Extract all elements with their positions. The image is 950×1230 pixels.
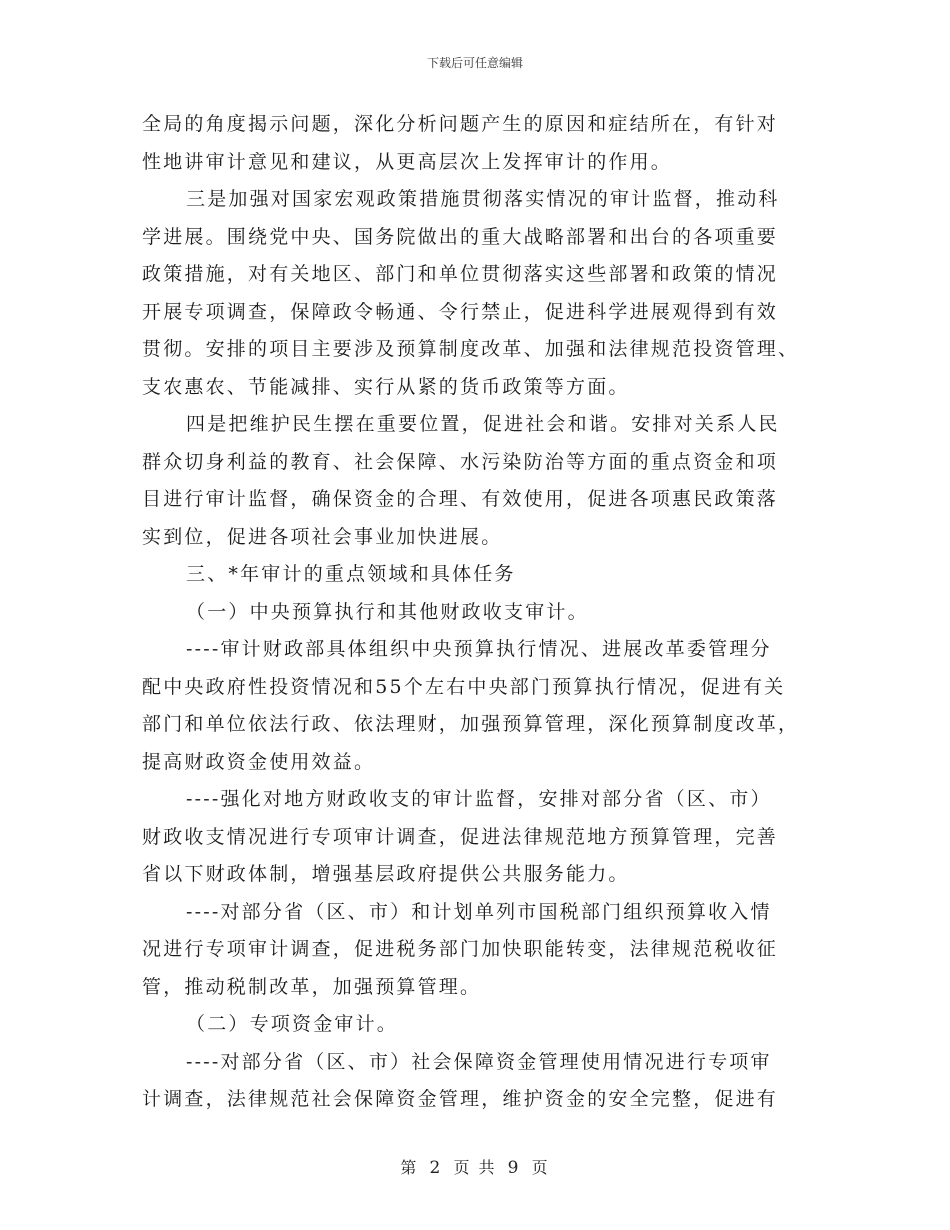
footer-suffix: 页 <box>531 1158 550 1177</box>
footer-prefix: 第 <box>400 1158 419 1177</box>
text-line: 部门和单位依法行政、依法理财，加强预算管理，深化预算制度改革， <box>142 713 800 735</box>
page-footer <box>0 1155 950 1178</box>
total-page-count: 9 <box>507 1158 521 1178</box>
page-header: 下载后可任意编辑 <box>426 56 523 70</box>
text-line: 全局的角度揭示问题，深化分析问题产生的原因和症结所在，有针对 <box>142 113 779 135</box>
text-line: 财政收支情况进行专项审计调查，促进法律规范地方预算管理，完善 <box>142 825 779 848</box>
text-line: 贯彻。安排的项目主要涉及预算制度改革、加强和法律规范投资管理、 <box>142 338 800 360</box>
text-line: 实到位，促进各项社会事业加快进展。 <box>142 525 503 548</box>
text-line: 省以下财政体制，增强基层政府提供公共服务能力。 <box>142 863 630 885</box>
text-line: 管，推动税制改革，加强预算管理。 <box>142 975 482 998</box>
paragraph-start-line: 三是加强对国家宏观政策措施贯彻落实情况的审计监督，推动科 <box>186 188 780 210</box>
text-line: 况进行专项审计调查，促进税务部门加快职能转变，法律规范税收征 <box>142 938 779 960</box>
text-line: 性地讲审计意见和建议，从更高层次上发挥审计的作用。 <box>142 150 673 173</box>
text-line: 政策措施，对有关地区、部门和单位贯彻落实这些部署和政策的情况 <box>142 263 779 285</box>
footer-middle: 页 共 <box>453 1158 497 1177</box>
paragraph-start-line: ----对部分省（区、市）和计划单列市国税部门组织预算收入情 <box>186 900 772 923</box>
text-line: 学进展。围绕党中央、国务院做出的重大战略部署和出台的各项重要 <box>142 225 779 248</box>
section-heading: 三、*年审计的重点领域和具体任务 <box>186 563 516 585</box>
text-line: 目进行审计监督，确保资金的合理、有效使用，促进各项惠民政策落 <box>142 488 779 510</box>
text-line: 提高财政资金使用效益。 <box>142 750 376 773</box>
subsection-heading: （一）中央预算执行和其他财政收支审计。 <box>186 600 589 623</box>
current-page-number: 2 <box>429 1158 443 1178</box>
document-body <box>142 106 808 1119</box>
paragraph-start-line: 四是把维护民生摆在重要位置，促进社会和谐。安排对关系人民 <box>186 413 780 435</box>
text-line: 计调查，法律规范社会保障资金管理，维护资金的安全完整，促进有 <box>142 1088 779 1110</box>
paragraph-start-line: ----对部分省（区、市）社会保障资金管理使用情况进行专项审 <box>186 1050 772 1073</box>
paragraph-start-line: ----审计财政部具体组织中央预算执行情况、进展改革委管理分 <box>186 638 772 660</box>
paragraph-start-line: ----强化对地方财政收支的审计监督，安排对部分省（区、市） <box>186 788 772 810</box>
text-line: 群众切身利益的教育、社会保障、水污染防治等方面的重点资金和项 <box>142 450 779 473</box>
text-line: 支农惠农、节能减排、实行从紧的货币政策等方面。 <box>142 375 630 398</box>
text-line: 开展专项调查，保障政令畅通、令行禁止，促进科学进展观得到有效 <box>142 300 779 323</box>
text-line: 配中央政府性投资情况和55个左右中央部门预算执行情况，促进有关 <box>142 675 786 698</box>
subsection-heading: （二）专项资金审计。 <box>186 1013 399 1035</box>
